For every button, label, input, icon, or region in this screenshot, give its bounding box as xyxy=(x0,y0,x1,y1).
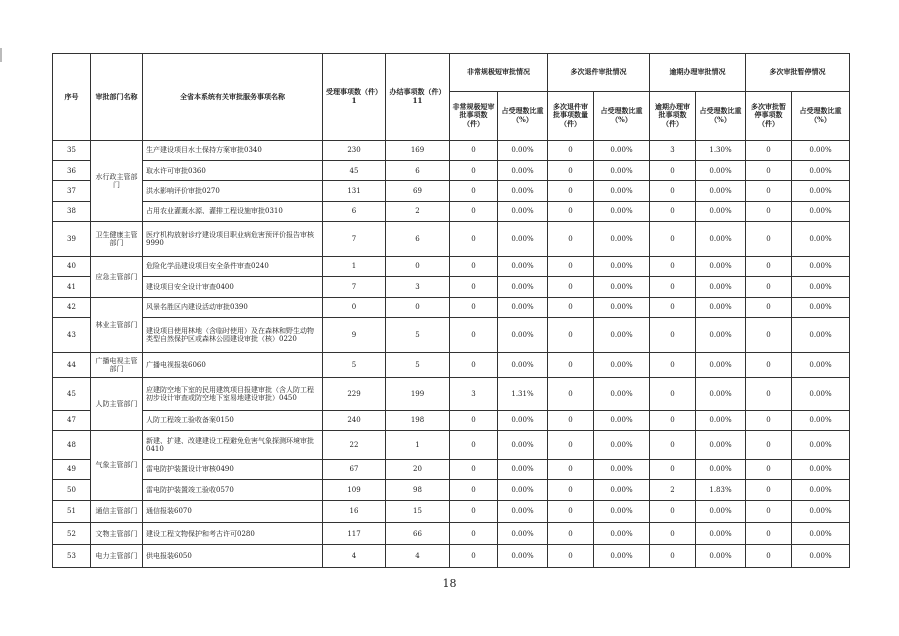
cell-value: 0.00% xyxy=(498,181,548,201)
cell-value: 0.00% xyxy=(498,431,548,460)
cell-value: 0.00% xyxy=(498,256,548,276)
cell-value: 0 xyxy=(548,222,594,257)
cell-value: 0 xyxy=(650,410,696,430)
cell-value: 0 xyxy=(650,201,696,221)
cell-value: 0.00% xyxy=(594,500,650,522)
cell-value: 0.00% xyxy=(792,161,850,181)
cell-value: 0 xyxy=(548,256,594,276)
table-row xyxy=(53,480,850,500)
cell-item-name: 占用农业灌溉水源、灌排工程设施审批0310 xyxy=(143,201,323,221)
table-row xyxy=(53,297,850,317)
cell-value: 0 xyxy=(650,222,696,257)
cell-seq: 49 xyxy=(53,459,91,479)
cell-seq: 42 xyxy=(53,297,91,317)
cell-value: 0.00% xyxy=(594,222,650,257)
cell-value: 0.00% xyxy=(792,459,850,479)
cell-value: 0.00% xyxy=(792,181,850,201)
cell-accepted: 109 xyxy=(323,480,386,500)
cell-seq: 48 xyxy=(53,431,91,460)
page-number: 18 xyxy=(442,577,457,590)
cell-value: 0.00% xyxy=(498,522,548,544)
cell-value: 0 xyxy=(548,410,594,430)
cell-value: 0.00% xyxy=(696,222,746,257)
cell-completed: 5 xyxy=(386,352,450,377)
cell-value: 0 xyxy=(650,522,696,544)
cell-value: 0.00% xyxy=(594,201,650,221)
cell-value: 0 xyxy=(548,431,594,460)
cell-value: 0 xyxy=(450,352,498,377)
cell-value: 0.00% xyxy=(498,500,548,522)
cell-seq: 39 xyxy=(53,222,91,257)
cell-seq: 45 xyxy=(53,378,91,411)
cell-value: 0 xyxy=(746,431,792,460)
cell-value: 0 xyxy=(548,161,594,181)
cell-value: 0 xyxy=(548,500,594,522)
table-row xyxy=(53,140,850,160)
table-row xyxy=(53,431,850,460)
cell-completed: 6 xyxy=(386,161,450,181)
cell-value: 0 xyxy=(450,431,498,460)
cell-value: 0.00% xyxy=(594,318,650,353)
cell-value: 0.00% xyxy=(594,352,650,377)
cell-value: 0 xyxy=(746,352,792,377)
cell-value: 0.00% xyxy=(792,277,850,297)
cell-value: 0.00% xyxy=(792,201,850,221)
cell-seq: 51 xyxy=(53,500,91,522)
cell-value: 0.00% xyxy=(594,181,650,201)
cell-value: 0.00% xyxy=(498,222,548,257)
cell-accepted: 229 xyxy=(323,378,386,411)
table-row xyxy=(53,318,850,353)
cell-value: 0 xyxy=(450,181,498,201)
cell-value: 0 xyxy=(746,256,792,276)
cell-seq: 53 xyxy=(53,545,91,568)
cell-completed: 69 xyxy=(386,181,450,201)
table-row xyxy=(53,256,850,276)
cell-value: 0.00% xyxy=(594,378,650,411)
cell-value: 0.00% xyxy=(498,459,548,479)
cell-dept: 水行政主管部门 xyxy=(91,140,143,222)
cell-accepted: 4 xyxy=(323,545,386,568)
cell-value: 0.00% xyxy=(498,297,548,317)
cell-completed: 0 xyxy=(386,256,450,276)
cell-value: 0.00% xyxy=(792,480,850,500)
table-row xyxy=(53,378,850,411)
cell-dept: 文物主管部门 xyxy=(91,522,143,544)
cell-value: 0 xyxy=(650,277,696,297)
cell-value: 0 xyxy=(450,140,498,160)
cell-value: 0 xyxy=(746,378,792,411)
cell-value: 1.30% xyxy=(696,140,746,160)
cell-value: 0 xyxy=(650,459,696,479)
header-sub: 占受理数比重（%） xyxy=(696,91,746,140)
header-sub: 逾期办理审批事项数（件） xyxy=(650,91,696,140)
cell-value: 0.00% xyxy=(792,318,850,353)
cell-value: 0.00% xyxy=(792,352,850,377)
cell-value: 0 xyxy=(450,201,498,221)
cell-item-name: 生产建设项目水土保持方案审批0340 xyxy=(143,140,323,160)
cell-value: 0 xyxy=(746,410,792,430)
approval-stats-table xyxy=(52,53,850,568)
cell-completed: 20 xyxy=(386,459,450,479)
cell-value: 0 xyxy=(650,181,696,201)
cell-completed: 5 xyxy=(386,318,450,353)
cell-value: 0.00% xyxy=(792,256,850,276)
header-accepted-label: 受理事项数（件） xyxy=(326,87,382,97)
cell-accepted: 6 xyxy=(323,201,386,221)
cell-accepted: 16 xyxy=(323,500,386,522)
cell-value: 0.00% xyxy=(696,378,746,411)
cell-seq: 37 xyxy=(53,181,91,201)
cell-dept: 电力主管部门 xyxy=(91,545,143,568)
cell-value: 0 xyxy=(450,256,498,276)
scan-edge-mark xyxy=(0,48,2,62)
cell-value: 0 xyxy=(548,522,594,544)
cell-value: 0.00% xyxy=(792,545,850,568)
cell-value: 0.00% xyxy=(594,161,650,181)
cell-seq: 36 xyxy=(53,161,91,181)
cell-accepted: 7 xyxy=(323,277,386,297)
cell-value: 0 xyxy=(650,500,696,522)
cell-value: 0.00% xyxy=(696,500,746,522)
cell-seq: 52 xyxy=(53,522,91,544)
cell-value: 0 xyxy=(650,318,696,353)
cell-value: 0 xyxy=(746,480,792,500)
cell-value: 0 xyxy=(548,545,594,568)
table-row xyxy=(53,222,850,257)
cell-completed: 66 xyxy=(386,522,450,544)
cell-accepted: 67 xyxy=(323,459,386,479)
cell-value: 0 xyxy=(548,318,594,353)
cell-value: 0.00% xyxy=(696,459,746,479)
cell-completed: 199 xyxy=(386,378,450,411)
cell-accepted: 9 xyxy=(323,318,386,353)
header-sub: 非常规极短审批事项数（件） xyxy=(450,91,498,140)
header-completed-sub: 11 xyxy=(412,95,423,105)
cell-item-name: 雷电防护装置设计审核0490 xyxy=(143,459,323,479)
table-row xyxy=(53,277,850,297)
cell-completed: 1 xyxy=(386,431,450,460)
cell-accepted: 240 xyxy=(323,410,386,430)
cell-seq: 50 xyxy=(53,480,91,500)
cell-value: 0.00% xyxy=(594,140,650,160)
cell-value: 0 xyxy=(450,318,498,353)
cell-item-name: 建设项目使用林地（含临时使用）及在森林和野生动物类型自然保护区或森林公园建设审批（核）0220 xyxy=(143,318,323,353)
cell-completed: 3 xyxy=(386,277,450,297)
cell-value: 0.00% xyxy=(696,522,746,544)
cell-value: 0 xyxy=(746,318,792,353)
cell-completed: 0 xyxy=(386,297,450,317)
cell-completed: 169 xyxy=(386,140,450,160)
cell-value: 0.00% xyxy=(498,352,548,377)
cell-seq: 44 xyxy=(53,352,91,377)
cell-value: 0 xyxy=(548,201,594,221)
cell-value: 0 xyxy=(746,522,792,544)
cell-value: 0 xyxy=(450,500,498,522)
cell-value: 0 xyxy=(450,410,498,430)
cell-seq: 40 xyxy=(53,256,91,276)
cell-accepted: 131 xyxy=(323,181,386,201)
cell-item-name: 通信报装6070 xyxy=(143,500,323,522)
table-row xyxy=(53,410,850,430)
header-group-pause: 多次审批暂停情况 xyxy=(746,54,850,92)
cell-seq: 43 xyxy=(53,318,91,353)
cell-dept: 通信主管部门 xyxy=(91,500,143,522)
cell-value: 0 xyxy=(548,352,594,377)
cell-accepted: 1 xyxy=(323,256,386,276)
cell-item-name: 供电报装6050 xyxy=(143,545,323,568)
cell-value: 0.00% xyxy=(594,297,650,317)
cell-value: 0 xyxy=(548,480,594,500)
cell-value: 0 xyxy=(650,256,696,276)
cell-completed: 4 xyxy=(386,545,450,568)
cell-accepted: 22 xyxy=(323,431,386,460)
cell-value: 0.00% xyxy=(696,297,746,317)
cell-value: 1.83% xyxy=(696,480,746,500)
cell-value: 0 xyxy=(746,545,792,568)
cell-item-name: 新建、扩建、改建建设工程避免危害气象探测环境审批0410 xyxy=(143,431,323,460)
cell-value: 0.00% xyxy=(594,431,650,460)
cell-value: 0.00% xyxy=(696,318,746,353)
header-group-return: 多次退件审批情况 xyxy=(548,54,650,92)
cell-value: 0 xyxy=(548,277,594,297)
cell-value: 0 xyxy=(650,378,696,411)
cell-value: 0.00% xyxy=(792,222,850,257)
cell-completed: 6 xyxy=(386,222,450,257)
cell-item-name: 危险化学品建设项目安全条件审查0240 xyxy=(143,256,323,276)
cell-item-name: 广播电视报装6060 xyxy=(143,352,323,377)
cell-value: 0.00% xyxy=(792,522,850,544)
cell-value: 0 xyxy=(450,459,498,479)
cell-dept: 人防主管部门 xyxy=(91,378,143,431)
cell-value: 0.00% xyxy=(792,297,850,317)
table-row xyxy=(53,459,850,479)
table-row xyxy=(53,201,850,221)
cell-value: 0.00% xyxy=(498,545,548,568)
cell-item-name: 建设项目安全设计审查0400 xyxy=(143,277,323,297)
cell-value: 0 xyxy=(548,459,594,479)
cell-value: 0 xyxy=(746,297,792,317)
cell-value: 0 xyxy=(746,161,792,181)
cell-value: 0.00% xyxy=(696,352,746,377)
cell-accepted: 230 xyxy=(323,140,386,160)
cell-value: 0.00% xyxy=(792,500,850,522)
cell-dept: 林业主管部门 xyxy=(91,297,143,352)
cell-value: 0 xyxy=(450,522,498,544)
cell-value: 0.00% xyxy=(594,459,650,479)
cell-completed: 15 xyxy=(386,500,450,522)
cell-value: 0 xyxy=(746,500,792,522)
cell-value: 0 xyxy=(746,459,792,479)
cell-seq: 41 xyxy=(53,277,91,297)
cell-item-name: 洪水影响评价审批0270 xyxy=(143,181,323,201)
cell-value: 0.00% xyxy=(696,201,746,221)
cell-value: 0.00% xyxy=(594,410,650,430)
cell-dept: 广播电视主管部门 xyxy=(91,352,143,377)
cell-accepted: 5 xyxy=(323,352,386,377)
cell-value: 0 xyxy=(650,431,696,460)
cell-value: 0 xyxy=(450,277,498,297)
cell-value: 0 xyxy=(548,140,594,160)
cell-value: 0.00% xyxy=(498,277,548,297)
cell-dept: 应急主管部门 xyxy=(91,256,143,297)
cell-value: 0 xyxy=(548,378,594,411)
cell-value: 0.00% xyxy=(594,545,650,568)
cell-value: 1.31% xyxy=(498,378,548,411)
cell-value: 0.00% xyxy=(594,480,650,500)
cell-seq: 38 xyxy=(53,201,91,221)
header-group-overdue: 逾期办理审批情况 xyxy=(650,54,746,92)
header-accepted-sub: 1 xyxy=(351,95,357,105)
cell-item-name: 雷电防护装置竣工验收0570 xyxy=(143,480,323,500)
cell-completed: 98 xyxy=(386,480,450,500)
cell-value: 0 xyxy=(450,480,498,500)
table-row xyxy=(53,500,850,522)
cell-value: 0.00% xyxy=(792,431,850,460)
table-row xyxy=(53,161,850,181)
cell-item-name: 人防工程竣工验收备案0150 xyxy=(143,410,323,430)
header-group-short: 非常规极短审批情况 xyxy=(450,54,548,92)
header-completed-label: 办结事项数（件） xyxy=(389,87,446,97)
cell-value: 0 xyxy=(746,277,792,297)
cell-value: 0.00% xyxy=(696,410,746,430)
cell-value: 0.00% xyxy=(792,410,850,430)
cell-value: 3 xyxy=(650,140,696,160)
cell-item-name: 建设工程文物保护和考古许可0280 xyxy=(143,522,323,544)
cell-value: 0.00% xyxy=(696,256,746,276)
cell-value: 0.00% xyxy=(792,140,850,160)
cell-value: 0 xyxy=(650,297,696,317)
cell-item-name: 应建防空地下室的民用建筑项目报建审批（含人防工程初步设计审查或防空地下室易地建设审批）0450 xyxy=(143,378,323,411)
cell-value: 0 xyxy=(650,545,696,568)
cell-value: 0.00% xyxy=(594,256,650,276)
cell-value: 0.00% xyxy=(696,181,746,201)
cell-dept: 卫生健康主管部门 xyxy=(91,222,143,257)
table-row xyxy=(53,181,850,201)
cell-value: 0 xyxy=(450,545,498,568)
cell-value: 0.00% xyxy=(696,277,746,297)
header-sub: 多次退件审批事项数量（件） xyxy=(548,91,594,140)
cell-value: 2 xyxy=(650,480,696,500)
cell-value: 0.00% xyxy=(792,378,850,411)
cell-value: 0.00% xyxy=(696,161,746,181)
cell-value: 0.00% xyxy=(498,161,548,181)
header-seq: 序号 xyxy=(53,54,91,141)
cell-value: 0.00% xyxy=(498,480,548,500)
cell-value: 0 xyxy=(746,140,792,160)
cell-value: 0 xyxy=(450,222,498,257)
cell-accepted: 117 xyxy=(323,522,386,544)
cell-value: 0 xyxy=(650,161,696,181)
header-sub: 多次审批暂停事项数（件） xyxy=(746,91,792,140)
header-completed xyxy=(386,54,450,141)
cell-completed: 198 xyxy=(386,410,450,430)
cell-value: 0.00% xyxy=(594,277,650,297)
cell-value: 0 xyxy=(450,161,498,181)
cell-value: 0.00% xyxy=(696,545,746,568)
cell-accepted: 45 xyxy=(323,161,386,181)
cell-item-name: 取水许可审批0360 xyxy=(143,161,323,181)
cell-seq: 47 xyxy=(53,410,91,430)
cell-value: 0 xyxy=(746,201,792,221)
table-row xyxy=(53,522,850,544)
table-row xyxy=(53,545,850,568)
cell-item-name: 风景名胜区内建设活动审批0390 xyxy=(143,297,323,317)
cell-value: 0 xyxy=(450,297,498,317)
cell-value: 0.00% xyxy=(696,431,746,460)
cell-seq: 35 xyxy=(53,140,91,160)
header-sub: 占受理数比重（%） xyxy=(792,91,850,140)
cell-value: 0 xyxy=(746,181,792,201)
cell-value: 3 xyxy=(450,378,498,411)
table-row xyxy=(53,352,850,377)
header-sub: 占受理数比重（%） xyxy=(594,91,650,140)
cell-accepted: 7 xyxy=(323,222,386,257)
cell-value: 0.00% xyxy=(498,140,548,160)
cell-value: 0 xyxy=(548,297,594,317)
cell-dept: 气象主管部门 xyxy=(91,431,143,500)
header-sub: 占受理数比重（%） xyxy=(498,91,548,140)
header-accepted xyxy=(323,54,386,141)
cell-value: 0 xyxy=(650,352,696,377)
cell-item-name: 医疗机构放射诊疗建设项目职业病危害预评价报告审核9990 xyxy=(143,222,323,257)
cell-value: 0 xyxy=(746,222,792,257)
cell-value: 0.00% xyxy=(594,522,650,544)
cell-value: 0.00% xyxy=(498,410,548,430)
cell-completed: 2 xyxy=(386,201,450,221)
cell-value: 0.00% xyxy=(498,318,548,353)
cell-value: 0.00% xyxy=(498,201,548,221)
header-item: 全省本系统有关审批服务事项名称 xyxy=(143,54,323,141)
header-dept: 审批部门名称 xyxy=(91,54,143,141)
cell-value: 0 xyxy=(548,181,594,201)
cell-accepted: 0 xyxy=(323,297,386,317)
